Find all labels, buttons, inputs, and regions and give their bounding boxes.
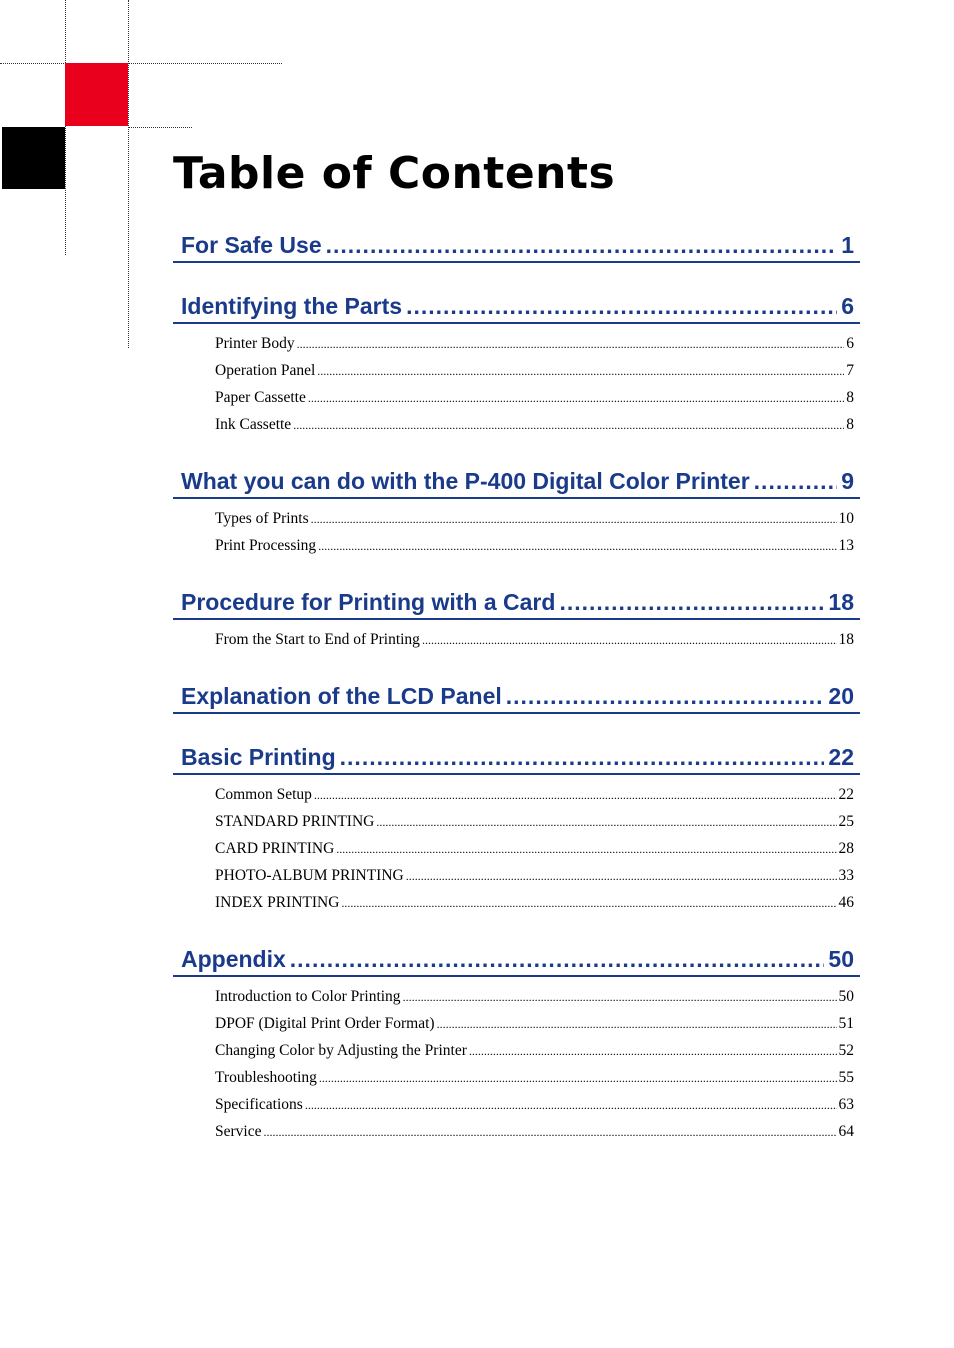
item-page-number: 55: [838, 1069, 854, 1086]
dot-leader: [376, 809, 836, 836]
toc-item[interactable]: [215, 1064, 854, 1091]
item-title: Service: [215, 1123, 262, 1140]
dot-leader: [422, 627, 837, 654]
toc-section: [173, 226, 860, 263]
dot-leader: [311, 506, 837, 533]
dot-leader: [406, 863, 837, 890]
toc-item-list: [173, 775, 860, 916]
page-title: Table of Contents: [173, 148, 616, 199]
decor-red-square: [65, 63, 128, 126]
toc-item-list: [173, 977, 860, 1145]
item-page-number: 7: [846, 362, 854, 379]
item-page-number: 63: [838, 1096, 854, 1113]
dot-leader: [308, 385, 844, 412]
item-page-number: 22: [838, 786, 854, 803]
item-page-number: 64: [838, 1123, 854, 1140]
toc-item-list: [173, 499, 860, 559]
decor-dotted-line: [128, 0, 129, 348]
toc-item[interactable]: [215, 808, 854, 835]
toc-section-heading[interactable]: [173, 738, 860, 775]
toc-item[interactable]: [215, 357, 854, 384]
toc-item[interactable]: [215, 781, 854, 808]
toc-section-heading[interactable]: [173, 287, 860, 324]
item-title: From the Start to End of Printing: [215, 631, 420, 648]
table-of-contents: [173, 226, 860, 1169]
item-title: Operation Panel: [215, 362, 316, 379]
item-title: INDEX PRINTING: [215, 894, 340, 911]
item-page-number: 46: [838, 894, 854, 911]
section-title: Basic Printing: [181, 744, 336, 770]
toc-item[interactable]: [215, 835, 854, 862]
item-page-number: 10: [838, 510, 854, 527]
toc-section: [173, 583, 860, 653]
item-page-number: 18: [838, 631, 854, 648]
toc-item[interactable]: [215, 411, 854, 438]
item-title: Specifications: [215, 1096, 303, 1113]
item-title: Types of Prints: [215, 510, 309, 527]
decor-dotted-line: [128, 127, 192, 128]
item-page-number: 25: [838, 813, 854, 830]
decor-dotted-line: [0, 63, 282, 64]
toc-item[interactable]: [215, 1010, 854, 1037]
toc-section: [173, 462, 860, 559]
item-page-number: 33: [838, 867, 854, 884]
dot-leader: [326, 232, 838, 259]
toc-section-heading[interactable]: [173, 583, 860, 620]
section-title: Identifying the Parts: [181, 293, 403, 319]
toc-section-heading[interactable]: [173, 226, 860, 263]
section-page-number: 22: [828, 744, 854, 770]
dot-leader: [317, 358, 844, 385]
item-title: Common Setup: [215, 786, 312, 803]
dot-leader: [340, 744, 825, 771]
toc-item[interactable]: [215, 862, 854, 889]
item-title: CARD PRINTING: [215, 840, 335, 857]
dot-leader: [403, 984, 837, 1011]
section-title: Appendix: [181, 946, 286, 972]
dot-leader: [506, 683, 825, 710]
toc-section-heading[interactable]: [173, 677, 860, 714]
toc-item[interactable]: [215, 1118, 854, 1145]
dot-leader: [754, 468, 838, 495]
item-title: Ink Cassette: [215, 416, 292, 433]
item-title: DPOF (Digital Print Order Format): [215, 1015, 435, 1032]
item-page-number: 13: [838, 537, 854, 554]
toc-item[interactable]: [215, 1091, 854, 1118]
toc-item[interactable]: [215, 889, 854, 916]
dot-leader: [437, 1011, 837, 1038]
item-page-number: 52: [838, 1042, 854, 1059]
section-page-number: 20: [828, 683, 854, 709]
toc-item[interactable]: [215, 505, 854, 532]
item-page-number: 6: [846, 335, 854, 352]
toc-item-list: [173, 620, 860, 653]
dot-leader: [336, 836, 836, 863]
dot-leader: [263, 1119, 836, 1146]
item-page-number: 51: [838, 1015, 854, 1032]
dot-leader: [406, 293, 837, 320]
dot-leader: [290, 946, 825, 973]
item-title: Print Processing: [215, 537, 317, 554]
item-title: Paper Cassette: [215, 389, 306, 406]
toc-section-heading[interactable]: [173, 462, 860, 499]
toc-item[interactable]: [215, 384, 854, 411]
item-title: PHOTO-ALBUM PRINTING: [215, 867, 404, 884]
toc-section: [173, 287, 860, 438]
item-page-number: 50: [838, 988, 854, 1005]
item-title: Troubleshooting: [215, 1069, 317, 1086]
item-title: STANDARD PRINTING: [215, 813, 375, 830]
dot-leader: [314, 782, 837, 809]
decor-dotted-line: [65, 0, 66, 255]
section-page-number: 9: [841, 468, 854, 494]
item-page-number: 8: [846, 389, 854, 406]
toc-item-list: [173, 324, 860, 438]
section-title: What you can do with the P-400 Digital Color Printer: [181, 468, 750, 494]
item-title: Introduction to Color Printing: [215, 988, 401, 1005]
dot-leader: [297, 331, 845, 358]
section-page-number: 18: [828, 589, 854, 615]
toc-section: [173, 940, 860, 1145]
dot-leader: [559, 589, 824, 616]
toc-section: [173, 677, 860, 714]
section-title: Explanation of the LCD Panel: [181, 683, 502, 709]
dot-leader: [305, 1092, 837, 1119]
dot-leader: [318, 533, 836, 560]
dot-leader: [319, 1065, 837, 1092]
section-page-number: 1: [841, 232, 854, 258]
toc-item[interactable]: [215, 626, 854, 653]
toc-item[interactable]: [215, 1037, 854, 1064]
toc-item[interactable]: [215, 330, 854, 357]
section-page-number: 50: [828, 946, 854, 972]
section-title: Procedure for Printing with a Card: [181, 589, 556, 615]
item-title: Printer Body: [215, 335, 295, 352]
item-page-number: 8: [846, 416, 854, 433]
section-page-number: 6: [841, 293, 854, 319]
dot-leader: [293, 412, 844, 439]
section-title: For Safe Use: [181, 232, 322, 258]
toc-item[interactable]: [215, 983, 854, 1010]
toc-section-heading[interactable]: [173, 940, 860, 977]
toc-section: [173, 738, 860, 916]
toc-item[interactable]: [215, 532, 854, 559]
item-page-number: 28: [838, 840, 854, 857]
dot-leader: [341, 890, 836, 917]
item-title: Changing Color by Adjusting the Printer: [215, 1042, 467, 1059]
dot-leader: [469, 1038, 837, 1065]
decor-black-square: [2, 127, 65, 189]
